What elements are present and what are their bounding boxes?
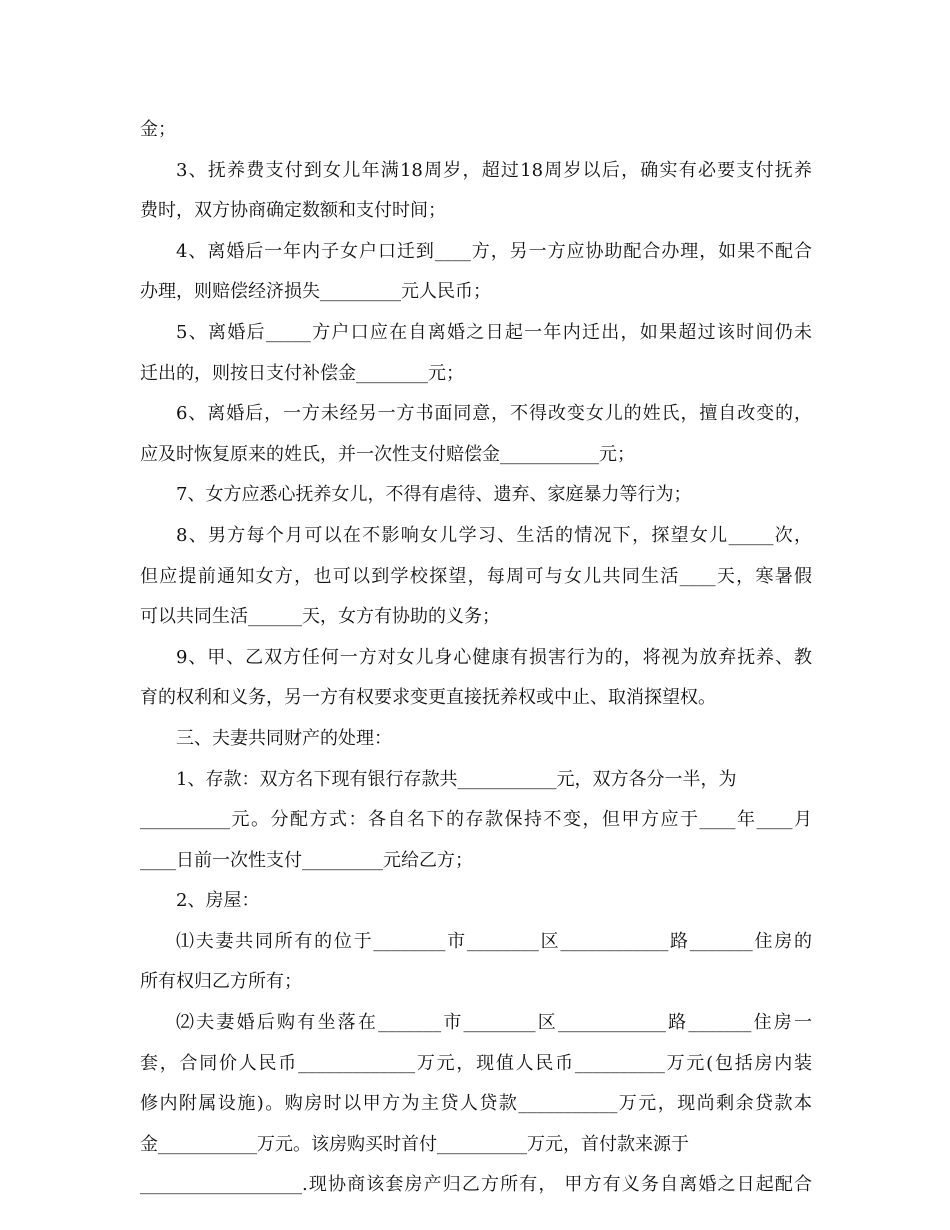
text-line: 三、夫妻共同财产的处理： [176,727,392,749]
text-line: 4、离婚后一年内子女户口迁到____方，另一方应协助配合办理，如果不配合 [176,240,812,262]
text-line: 但应提前通知女方，也可以到学校探望，每周可与女儿共同生活____天，寒暑假 [140,565,812,587]
text-line: 3、抚养费支付到女儿年满18周岁，超过18周岁以后，确实有必要支付抚养 [176,159,812,181]
text-line: 6、离婚后，一方未经另一方书面同意，不得改变女儿的姓氏，擅自改变的， [176,403,812,425]
text-line: 8、男方每个月可以在不影响女儿学习、生活的情况下，探望女儿_____次， [176,524,812,546]
text-line: __________元。分配方式：各自名下的存款保持不变，但甲方应于____年____月 [140,809,812,831]
document-body [140,110,812,1206]
text-line: 5、离婚后_____方户口应在自离婚之日起一年内迁出，如果超过该时间仍未 [176,321,812,343]
text-line: ⑴夫妻共同所有的位于________市________区____________路_______住房的 [176,930,812,952]
text-line: 办理，则赔偿经济损失_________元人民币； [140,281,491,303]
text-line: 应及时恢复原来的姓氏，并一次性支付赔偿金___________元； [140,443,635,465]
text-line: 套，合同价人民币_____________万元，现值人民币__________万元(包括房内装 [140,1052,812,1074]
text-line: 金___________万元。该房购买时首付__________万元，首付款来源于 [140,1133,689,1155]
text-line: 费时，双方协商确定数额和支付时间； [140,200,446,222]
text-line: ____日前一次性支付_________元给乙方； [140,849,473,871]
text-line: 1、存款：双方名下现有银行存款共___________元，双方各分一半，为 [176,768,737,790]
text-line: 育的权利和义务，另一方有权要求变更直接抚养权或中止、取消探望权。 [140,687,716,709]
text-line: 7、女方应悉心抚养女儿，不得有虐待、遗弃、家庭暴力等行为； [176,484,692,506]
text-line: ⑵夫妻婚后购有坐落在_______市________区____________路_______住房一 [176,1012,812,1034]
text-line: 修内附属设施)。购房时以甲方为主贷人贷款___________万元，现尚剩余贷款本 [140,1093,812,1115]
text-line: 迁出的，则按日支付补偿金________元； [140,362,464,384]
text-line: 2、房屋： [176,890,260,912]
text-line: 金； [140,119,176,140]
text-line: 可以共同生活______天，女方有协助的义务； [140,606,500,628]
text-line: 所有权归乙方所有； [140,971,302,993]
text-line: 9、甲、乙双方任何一方对女儿身心健康有损害行为的，将视为放弃抚养、教 [176,646,812,668]
text-line: __________________.现协商该套房产归乙方所有， 甲方有义务自离婚之日起配合 [140,1174,812,1196]
